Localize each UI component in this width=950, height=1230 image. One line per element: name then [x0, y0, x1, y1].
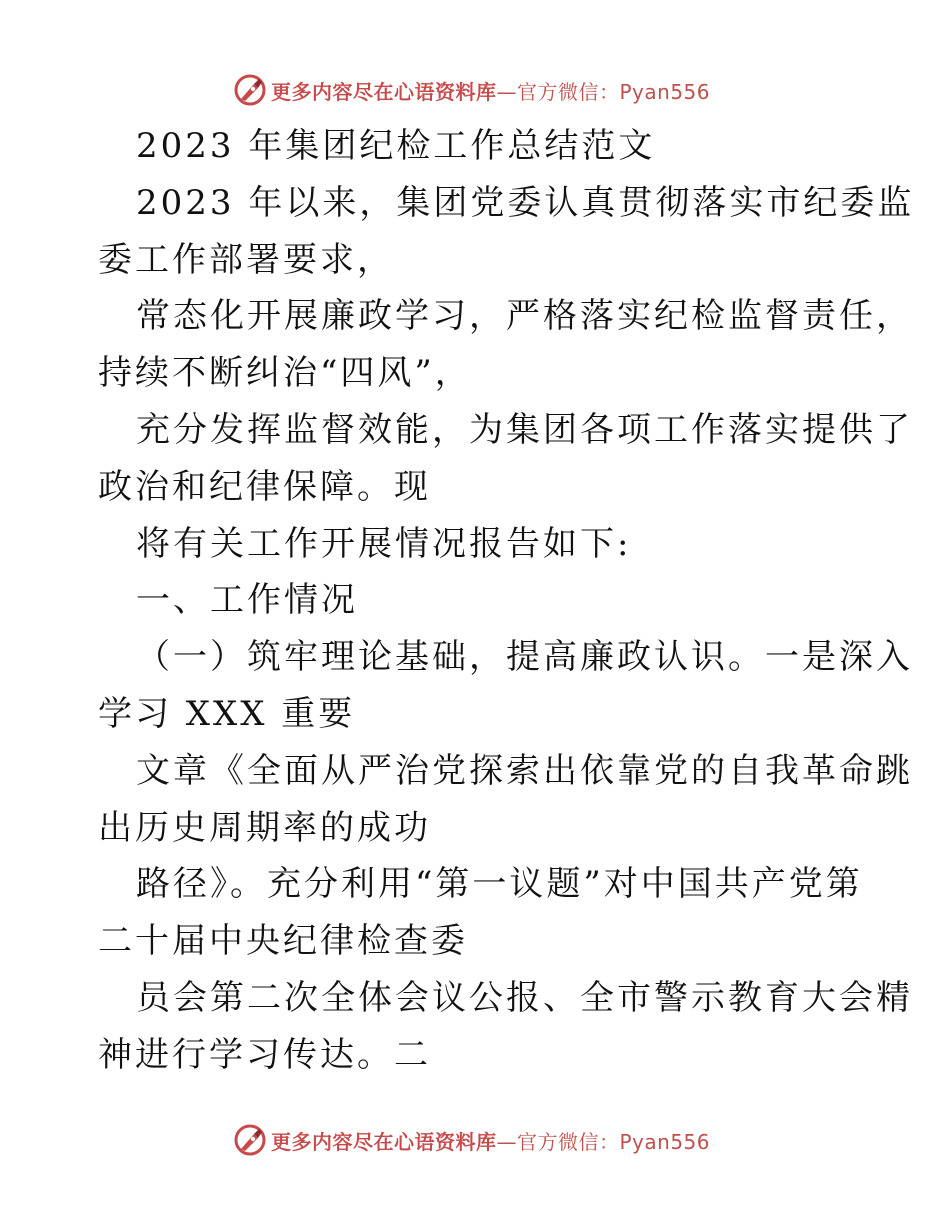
document-body: [98, 118, 915, 1084]
paragraph-line: 员会第二次全体会议公报、全市警示教育大会精: [136, 977, 913, 1018]
pen-nib-circle-logo-icon: [233, 73, 267, 107]
paragraph-line: 委工作部署要求，: [98, 239, 394, 280]
paragraph-line: 常态化开展廉政学习，严格落实纪检监督责任，: [136, 296, 913, 337]
footer-banner: [233, 1122, 710, 1158]
banner-lead-text: 更多内容尽在心语资料库: [271, 1129, 497, 1154]
paragraph-line: 将有关工作开展情况报告如下:: [136, 523, 632, 564]
paragraph-line: 2023 年以来，集团党委认真贯彻落实市纪委监: [136, 182, 915, 223]
banner-wechat-text: —官方微信：Pyan556: [496, 79, 711, 104]
document-title: 2023 年集团纪检工作总结范文: [136, 126, 656, 166]
paragraph-line: 二十届中央纪律检查委: [98, 921, 468, 962]
paragraph-line: 神进行学习传达。二: [98, 1034, 431, 1075]
paragraph-line: 学习 XXX 重要: [98, 693, 356, 734]
header-banner: [233, 72, 710, 108]
paragraph-line: 出历史周期率的成功: [98, 807, 431, 848]
banner-wechat-text: —官方微信：Pyan556: [496, 1129, 711, 1154]
banner-lead-text: 更多内容尽在心语资料库: [271, 79, 497, 104]
paragraph-line: 文章《全面从严治党探索出依靠党的自我革命跳: [136, 750, 913, 791]
paragraph-line: 持续不断纠治“四风”，: [98, 353, 472, 394]
paragraph-line: 政治和纪律保障。现: [98, 466, 431, 507]
section-heading: 一、工作情况: [136, 580, 358, 621]
paragraph-line: 路径》。充分利用“第一议题”对中国共产党第: [136, 864, 863, 905]
paragraph-line: （一）筑牢理论基础，提高廉政认识。一是深入: [136, 637, 913, 678]
paragraph-line: 充分发挥监督效能，为集团各项工作落实提供了: [136, 409, 913, 450]
pen-nib-circle-logo-icon: [233, 1123, 267, 1157]
